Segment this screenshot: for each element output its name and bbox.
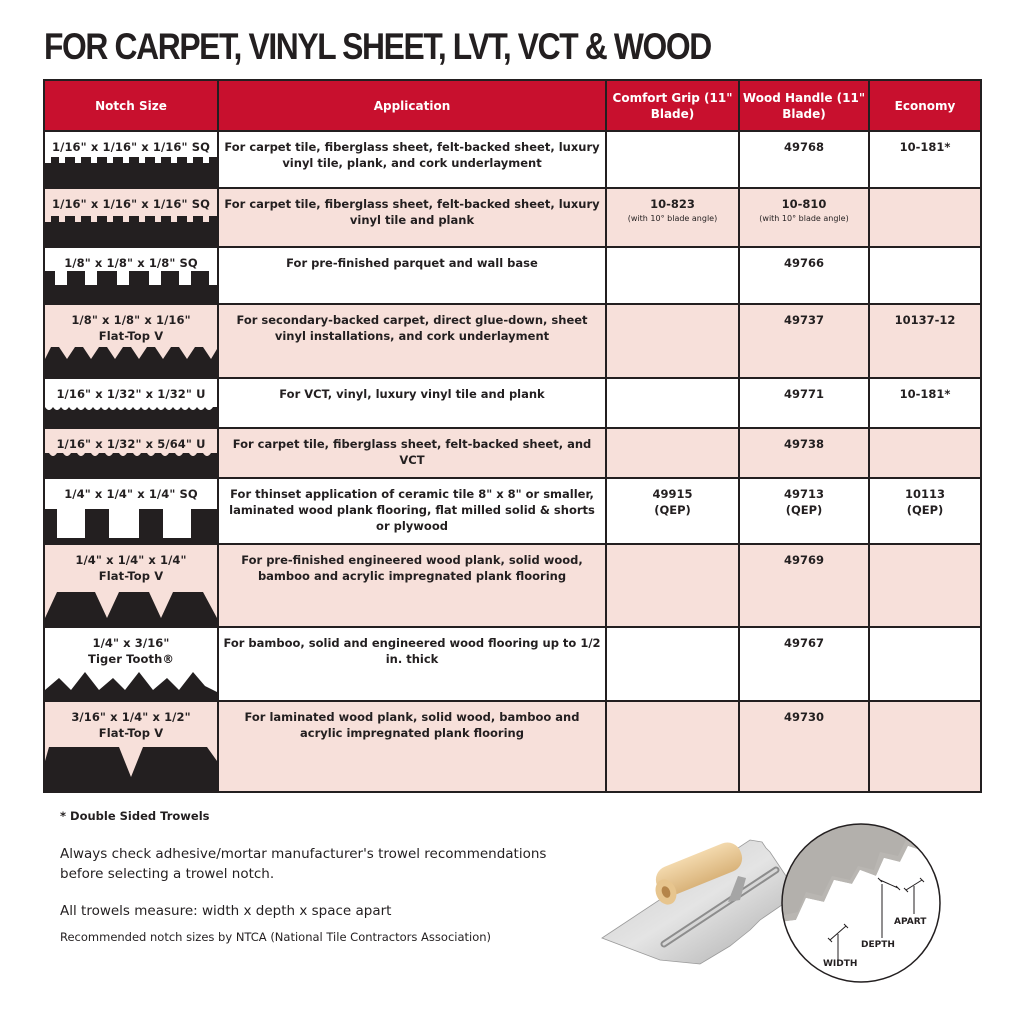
table-row <box>44 701 981 792</box>
wood-handle-cell: 49769 <box>739 544 869 627</box>
notch-size-cell <box>44 627 218 701</box>
application-cell: For VCT, vinyl, luxury vinyl tile and plank <box>218 378 606 428</box>
notch-size-label: 1/8" x 1/8" x 1/8" SQ <box>64 256 198 270</box>
table-row <box>44 478 981 544</box>
square-notch-small-icon <box>45 157 217 187</box>
header-notch-size: Notch Size <box>44 80 218 131</box>
table-row <box>44 188 981 247</box>
square-notch-medium-icon <box>45 271 217 303</box>
u-notch-spaced-icon <box>45 451 217 477</box>
square-notch-large-icon <box>45 509 217 543</box>
table-header-row <box>44 80 981 131</box>
wood-handle-cell: 49766 <box>739 247 869 304</box>
blade-angle-note: (with 10° blade angle) <box>759 214 849 223</box>
comfort-grip-cell <box>606 304 739 378</box>
wood-handle-cell: 49767 <box>739 627 869 701</box>
table-row <box>44 304 981 378</box>
economy-cell <box>869 544 981 627</box>
page-title: FOR CARPET, VINYL SHEET, LVT, VCT & WOOD <box>44 26 711 67</box>
notched-trowel-illustration <box>600 820 800 970</box>
comfort-grip-cell <box>606 428 739 478</box>
wood-handle-cell: 49738 <box>739 428 869 478</box>
v-notch-large-icon <box>45 588 217 626</box>
wood-handle-cell: 49768 <box>739 131 869 188</box>
comfort-grip-cell <box>606 131 739 188</box>
economy-cell: 10-181* <box>869 131 981 188</box>
table-row <box>44 544 981 627</box>
application-cell: For thinset application of ceramic tile 8" x 8" or smaller, laminated wood plank flooring, flat milled solid & shorts or plywood <box>218 478 606 544</box>
economy-cell: 10113 (QEP) <box>869 478 981 544</box>
application-cell: For carpet tile, fiberglass sheet, felt-backed sheet, luxury vinyl tile, plank, and cork underlayment <box>218 131 606 188</box>
notch-size-cell <box>44 378 218 428</box>
application-cell: For pre-finished engineered wood plank, solid wood, bamboo and acrylic impregnated plank flooring <box>218 544 606 627</box>
v-notch-small-icon <box>45 345 217 377</box>
trowel-notch-table <box>43 79 982 793</box>
u-notch-small-icon <box>45 405 217 427</box>
tiger-tooth-notch-icon <box>45 668 217 700</box>
blade-angle-note: (with 10° blade angle) <box>627 214 718 223</box>
comfort-grip-cell <box>606 544 739 627</box>
application-cell: For pre-finished parquet and wall base <box>218 247 606 304</box>
notch-size-label: 1/16" x 1/32" x 1/32" U <box>56 387 206 401</box>
measure-note: All trowels measure: width x depth x space apart <box>60 903 392 919</box>
notch-measurement-diagram <box>780 822 942 984</box>
economy-cell <box>869 701 981 792</box>
double-sided-footnote: * Double Sided Trowels <box>60 809 210 823</box>
notch-size-label: 1/4" x 1/4" x 1/4" SQ <box>64 487 198 501</box>
economy-cell <box>869 428 981 478</box>
application-cell: For bamboo, solid and engineered wood flooring up to 1/2 in. thick <box>218 627 606 701</box>
depth-label: DEPTH <box>861 940 895 950</box>
notch-size-label: 1/16" x 1/32" x 5/64" U <box>56 437 206 451</box>
notch-size-label: 1/4" x 1/4" x 1/4" Flat-Top V <box>75 553 187 583</box>
wood-handle-cell: 49713 (QEP) <box>739 478 869 544</box>
economy-cell <box>869 247 981 304</box>
header-comfort-grip: Comfort Grip (11" Blade) <box>606 80 739 131</box>
notch-size-cell <box>44 304 218 378</box>
comfort-grip-cell: 10-823 (with 10° blade angle) <box>606 188 739 247</box>
comfort-grip-cell <box>606 378 739 428</box>
table-row <box>44 247 981 304</box>
table-row <box>44 131 981 188</box>
notch-size-label: 1/16" x 1/16" x 1/16" SQ <box>52 197 210 211</box>
notch-size-label: 1/16" x 1/16" x 1/16" SQ <box>52 140 210 154</box>
comfort-grip-cell: 49915 (QEP) <box>606 478 739 544</box>
notch-size-cell <box>44 247 218 304</box>
economy-cell <box>869 627 981 701</box>
ntca-note: Recommended notch sizes by NTCA (National Tile Contractors Association) <box>60 930 492 944</box>
comfort-grip-cell <box>606 247 739 304</box>
square-notch-small-icon <box>45 216 217 246</box>
application-cell: For laminated wood plank, solid wood, bamboo and acrylic impregnated plank flooring <box>218 701 606 792</box>
wood-handle-cell: 10-810 (with 10° blade angle) <box>739 188 869 247</box>
economy-cell: 10-181* <box>869 378 981 428</box>
economy-cell: 10137-12 <box>869 304 981 378</box>
check-recommendations-note: Always check adhesive/mortar manufacturer's trowel recommendations before selecting a trowel notch. <box>60 846 547 882</box>
table-row <box>44 378 981 428</box>
application-cell: For carpet tile, fiberglass sheet, felt-backed sheet, and VCT <box>218 428 606 478</box>
notch-size-cell <box>44 131 218 188</box>
economy-cell <box>869 188 981 247</box>
table-row <box>44 627 981 701</box>
apart-label: APART <box>894 917 927 927</box>
v-notch-wide-icon <box>45 741 217 791</box>
wood-handle-cell: 49771 <box>739 378 869 428</box>
wood-handle-cell: 49730 <box>739 701 869 792</box>
header-wood-handle: Wood Handle (11" Blade) <box>739 80 869 131</box>
comfort-grip-cell <box>606 701 739 792</box>
application-cell: For secondary-backed carpet, direct glue-down, sheet vinyl installations, and cork underlayment <box>218 304 606 378</box>
notch-size-cell <box>44 701 218 792</box>
notch-size-cell <box>44 544 218 627</box>
width-label: WIDTH <box>823 959 858 969</box>
application-cell: For carpet tile, fiberglass sheet, felt-backed sheet, luxury vinyl tile and plank <box>218 188 606 247</box>
table-row <box>44 428 981 478</box>
notch-size-cell <box>44 188 218 247</box>
wood-handle-cell: 49737 <box>739 304 869 378</box>
comfort-grip-cell <box>606 627 739 701</box>
notch-size-label: 3/16" x 1/4" x 1/2" Flat-Top V <box>71 710 191 740</box>
header-application: Application <box>218 80 606 131</box>
notch-size-cell <box>44 478 218 544</box>
notch-size-cell <box>44 428 218 478</box>
header-economy: Economy <box>869 80 981 131</box>
notch-size-label: 1/4" x 3/16" Tiger Tooth® <box>88 636 174 666</box>
notch-size-label: 1/8" x 1/8" x 1/16" Flat-Top V <box>71 313 191 343</box>
